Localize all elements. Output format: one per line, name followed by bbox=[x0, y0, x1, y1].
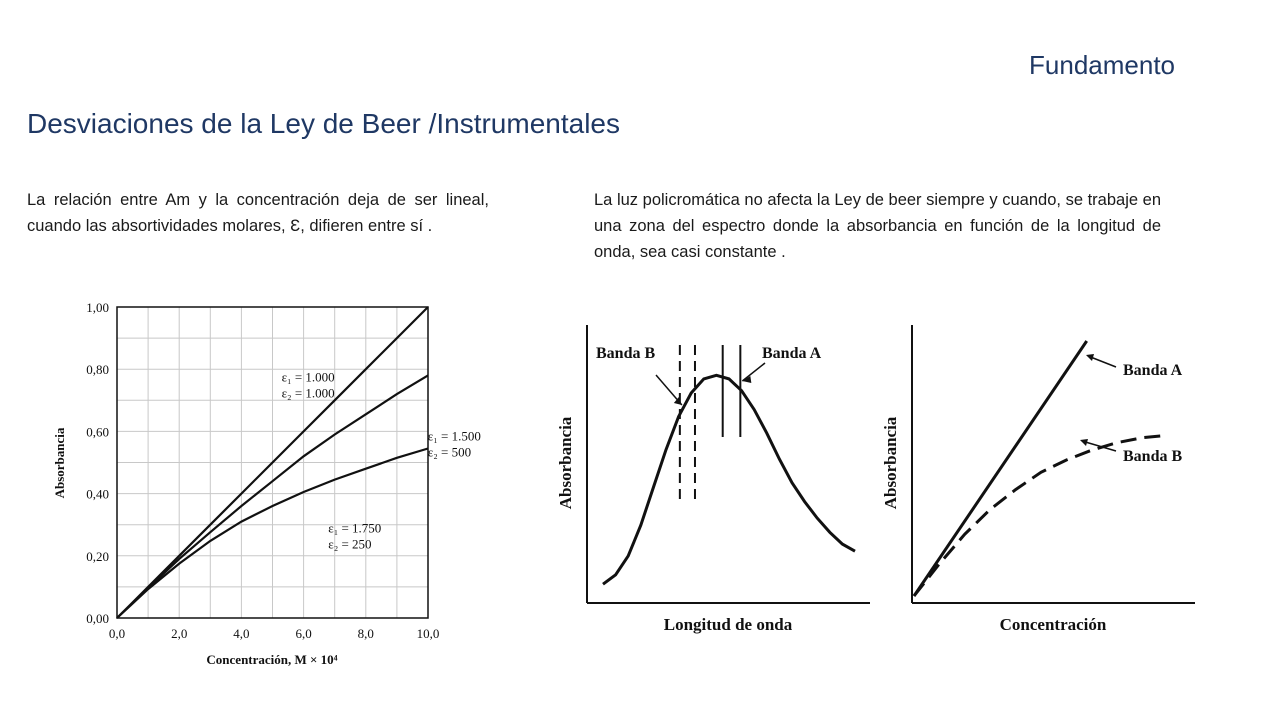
chart1-series-label: ε₁ = 1.750 bbox=[328, 520, 382, 536]
slide-title: Desviaciones de la Ley de Beer /Instrumentales bbox=[27, 108, 620, 139]
chart1-series-label: ε₂ = 500 bbox=[427, 444, 472, 460]
chart2-x-axis-label: Longitud de onda bbox=[663, 615, 793, 634]
chart1-x-tick-label: 8,0 bbox=[357, 626, 374, 641]
right-paragraph: La luz policromática no afecta la Ley de beer siempre y cuando, se trabaje en una zona del espectro donde la absorbancia en función de la longitud de onda, sea casi constante . bbox=[594, 191, 1161, 261]
chart3-y-axis-label: Absorbancia bbox=[881, 416, 900, 510]
chart1-series-label: ε₁ = 1.000 bbox=[281, 369, 335, 385]
chart1-x-tick-label: 6,0 bbox=[295, 626, 312, 641]
chart1-y-tick-label: 0,60 bbox=[86, 424, 109, 440]
chart1-x-tick-label: 2,0 bbox=[171, 626, 188, 641]
chart3-x-axis-label: Concentración bbox=[999, 615, 1107, 634]
chart3-arrowhead-b bbox=[1080, 439, 1088, 446]
chart1-x-tick-label: 0,0 bbox=[108, 626, 126, 641]
chart1-series-label: ε₁ = 1.500 bbox=[427, 428, 481, 444]
chart3-series bbox=[914, 341, 1183, 596]
chart3-arrowhead-a bbox=[1086, 354, 1094, 361]
chart1-y-tick-label: 0,80 bbox=[86, 362, 109, 378]
chart1-x-tick-label: 10,0 bbox=[416, 626, 440, 641]
chart1-y-axis-label: Absorbancia bbox=[52, 427, 67, 499]
chart3-banda-a-label: Banda A bbox=[1123, 362, 1183, 379]
left-paragraph: La relación entre Am y la concentración deja de ser lineal, cuando las absortividades molares, Ɛ, difieren entre sí . bbox=[27, 191, 489, 235]
chart1-x-tick-label: 4,0 bbox=[233, 626, 250, 641]
chart1-series-label: ε₂ = 1.000 bbox=[281, 385, 335, 401]
chart2-y-axis-label: Absorbancia bbox=[556, 416, 575, 510]
chart1-y-tick-label: 1,00 bbox=[86, 300, 109, 315]
chart2-band-label: Banda A bbox=[762, 345, 822, 362]
chart1-y-tick-label: 0,00 bbox=[86, 611, 109, 626]
chart1-y-tick-label: 0,40 bbox=[86, 486, 109, 502]
chart3-banda-a-line bbox=[914, 341, 1087, 596]
chart2-band-label: Banda B bbox=[596, 345, 656, 362]
chart3-banda-b-label: Banda B bbox=[1123, 448, 1183, 465]
section-label: Fundamento bbox=[1029, 50, 1175, 80]
chart1-x-axis-label: Concentración, M × 10⁴ bbox=[206, 652, 338, 667]
chart1-y-tick-label: 0,20 bbox=[86, 548, 109, 564]
chart1-series-label: ε₂ = 250 bbox=[328, 536, 372, 552]
